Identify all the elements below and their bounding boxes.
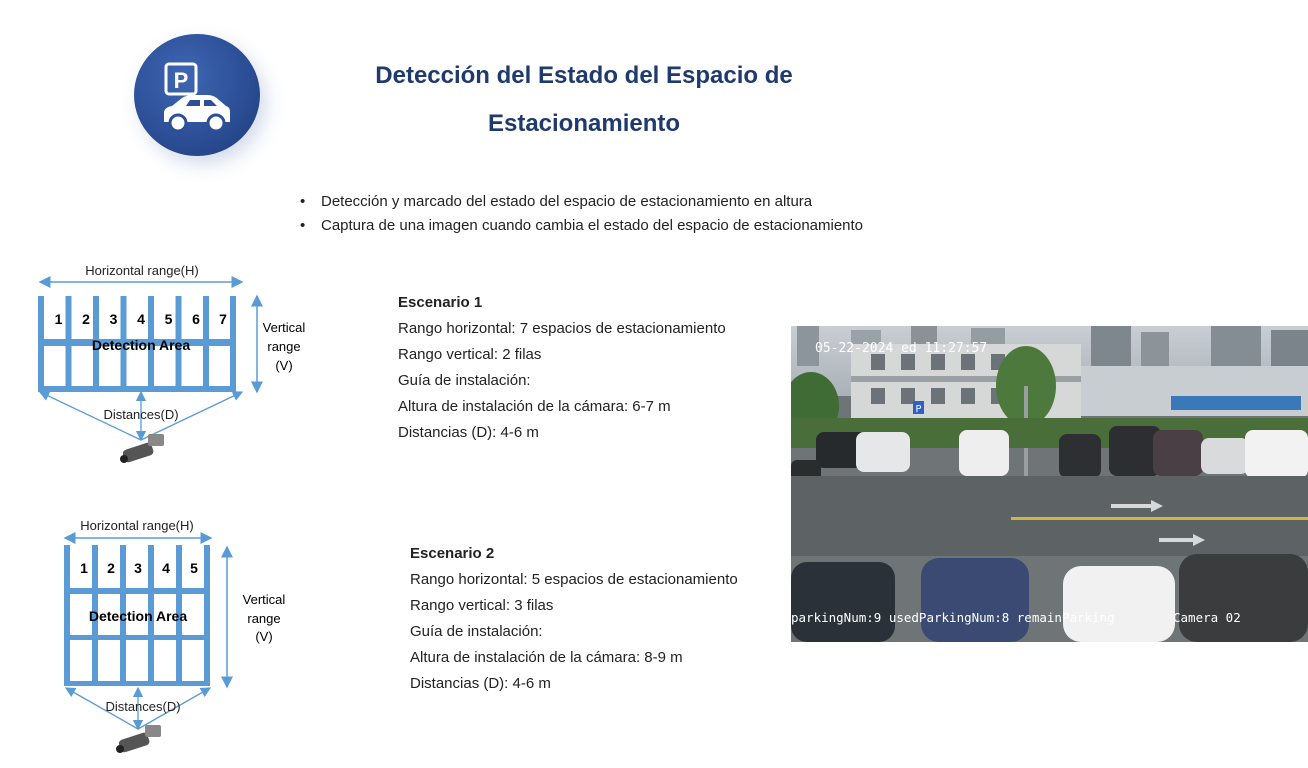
feature-list — [300, 190, 863, 238]
scenario-line: Altura de instalación de la cámara: 6-7 m — [398, 398, 671, 415]
diagram-scenario-1 — [30, 258, 320, 468]
parking-logo — [134, 34, 260, 156]
scenario-line: Rango vertical: 3 filas — [410, 597, 554, 614]
slot-label: 2 — [82, 311, 90, 327]
detection-area-label: Detection Area — [91, 337, 191, 353]
slot-label: 2 — [107, 560, 115, 576]
slot-label: 4 — [162, 560, 170, 576]
distance-label: Distances(D) — [103, 407, 179, 422]
camera-icon — [120, 434, 164, 463]
slot-label: 1 — [54, 311, 63, 327]
horizontal-range-label: Horizontal range(H) — [85, 263, 199, 278]
camera-name-overlay: Camera 02 — [1173, 610, 1241, 625]
distance-label: Distances(D) — [105, 699, 181, 714]
camera-snapshot — [791, 326, 1308, 642]
title-line-1: Detección del Estado del Espacio de — [375, 62, 793, 89]
diagram-scenario-2 — [55, 511, 345, 761]
vertical-range-label: Vertical — [262, 320, 306, 335]
scenario-line: Rango horizontal: 5 espacios de estacionamiento — [410, 571, 738, 588]
slot-label: 1 — [80, 560, 88, 576]
feature-item: • Detección y marcado del estado del espacio de estacionamiento en altura — [300, 190, 863, 214]
vertical-range-label: range — [247, 611, 281, 626]
scenario-line: Distancias (D): 4-6 m — [410, 675, 551, 692]
scenario-line: Guía de instalación: — [398, 372, 531, 389]
scenario-line: Distancias (D): 4-6 m — [398, 424, 539, 441]
slot-label: 3 — [109, 311, 118, 327]
scenario-heading: Escenario 1 — [398, 294, 483, 311]
scenario-line: Altura de instalación de la cámara: 8-9 m — [410, 649, 683, 666]
title-line-2: Estacionamiento — [487, 110, 681, 137]
scenario-line: Rango horizontal: 7 espacios de estacionamiento — [398, 320, 726, 337]
scenario-2-text — [410, 541, 738, 697]
scenario-line: Rango vertical: 2 filas — [398, 346, 542, 363]
scenario-1-text — [398, 290, 726, 446]
page-title — [320, 52, 848, 148]
parking-sign: P — [915, 404, 922, 415]
slot-label: 3 — [134, 560, 142, 576]
slot-label: 5 — [164, 311, 173, 327]
detection-area-label: Detection Area — [88, 608, 188, 624]
scenario-heading: Escenario 2 — [410, 545, 495, 562]
feature-item: • Captura de una imagen cuando cambia el estado del espacio de estacionamiento — [300, 214, 863, 238]
slot-label: 5 — [190, 560, 198, 576]
parking-car-icon — [134, 34, 260, 156]
vertical-range-label: Vertical — [242, 592, 286, 607]
slot-label: 6 — [192, 311, 200, 327]
parking-letter: P — [173, 68, 189, 93]
scenario-line: Guía de instalación: — [410, 623, 543, 640]
horizontal-range-label: Horizontal range(H) — [80, 518, 194, 533]
vertical-range-label: (V) — [255, 629, 273, 644]
slot-label: 7 — [219, 311, 227, 327]
parking-stats-overlay: parkingNum:9 usedParkingNum:8 remainParking — [791, 610, 1115, 625]
vertical-range-label: range — [267, 339, 301, 354]
vertical-range-label: (V) — [275, 358, 293, 373]
slot-label: 4 — [137, 311, 145, 327]
timestamp-overlay: 05-22-2024 ed 11:27:57 — [815, 341, 988, 356]
